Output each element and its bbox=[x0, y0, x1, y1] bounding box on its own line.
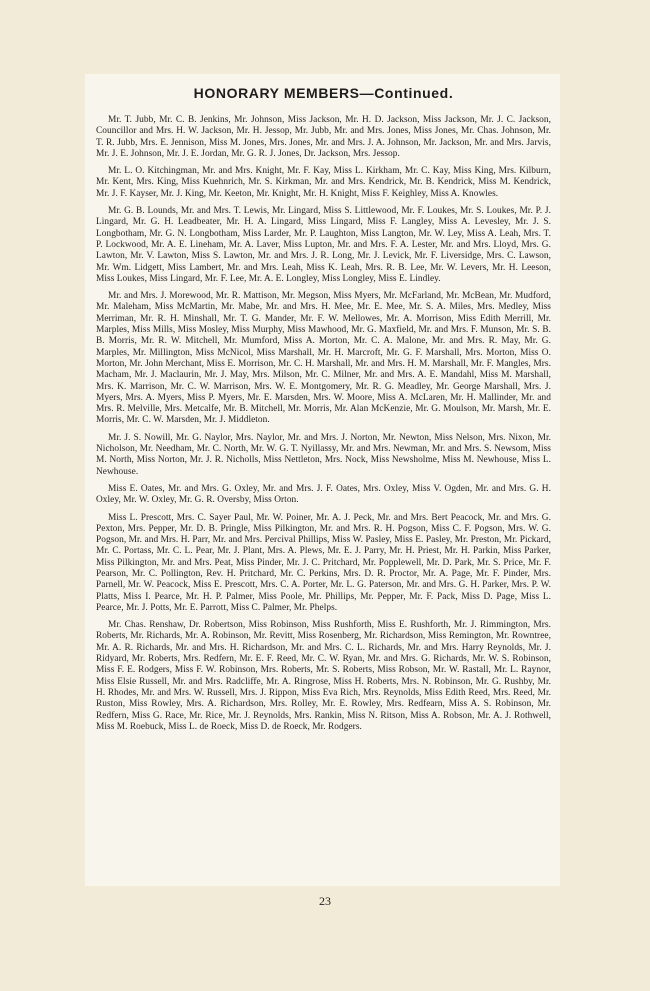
paragraph-k: Mr. L. O. Kitchingman, Mr. and Mrs. Knight, Mr. F. Kay, Miss L. Kirkham, Mr. C. Kay, Miss King, Mrs. Kilburn, Mr. Kent, Mrs. King, Miss Kuehnrich, Mr. S. Kirkman, Mr. and Mrs. Kendrick, Mr. B. Kendrick, Miss M. Kendrick, Mr. J. F. Kayser, Mr. J. King, Mr. Keeton, Mr. Knight, Mr. H. Knight, Miss F. Keighley, Miss A. Knowles. bbox=[96, 166, 551, 199]
paragraph-r: Mr. Chas. Renshaw, Dr. Robertson, Miss Robinson, Miss Rushforth, Miss E. Rushforth, Mr. J. Rimmington, Mrs. Roberts, Mr. Richards, Mr. A. Robinson, Mr. Revitt, Miss Rosenberg, Mr. Richardson, Miss Remington, Mr. Rowntree, Mr. A. R. Richards, Mr. and Mrs. H. Richardson, Mr. and Mrs. C. L. Richards, Mr. and Mrs. Harry Reynolds, Mr. J. Ridyard, Mr. Roberts, Mrs. Redfern, Mr. E. F. Reed, Mr. C. W. Ryan, Mr. and Mrs. G. Richards, Mr. W. S. Robinson, Miss F. E. Rodgers, Miss F. W. Robinson, Mrs. Roberts, Mr. S. Roberts, Miss Robson, Mr. W. Rastall, Mr. L. Raynor, Miss Elsie Russell, Mr. and Mrs. Radcliffe, Mr. A. Ringrose, Miss H. Roberts, Mrs. N. Robinson, Mr. G. Rushby, Mr. H. Rhodes, Mr. and Mrs. W. Russell, Mrs. J. Rippon, Miss Eva Rich, Mrs. Reynolds, Miss Edith Reed, Mrs. Reed, Mr. Ruston, Miss Rowley, Mrs. A. Richardson, Mrs. Rolley, Mr. E. Rowley, Mrs. Redfearn, Miss A. S. Robinson, Mr. Redfern, Miss G. Race, Mr. Rice, Mr. J. Reynolds, Mrs. Rankin, Miss N. Ritson, Miss A. Robson, Mr. A. J. Rothwell, Miss M. Roebuck, Miss L. de Roeck, Miss D. de Roeck, Mr. Rodgers. bbox=[96, 620, 551, 732]
paragraph-p: Miss L. Prescott, Mrs. C. Sayer Paul, Mr. W. Poiner, Mr. A. J. Peck, Mr. and Mrs. Bert Peacock, Mr. and Mrs. G. Pexton, Mrs. Pepper, Mr. D. B. Pringle, Miss Pilkington, Mr. and Mrs. R. H. Pogson, Miss C. F. Pogson, Mrs. W. G. Pogson, Mr. and Mrs. H. Parr, Mr. and Mrs. Percival Phillips, Miss W. Pasley, Miss E. Pasley, Mr. Preston, Mr. Pickard, Mr. C. Portass, Mr. C. L. Pear, Mr. J. Plant, Mrs. A. Plews, Mr. E. J. Parry, Mr. H. Priest, Mr. H. Parkin, Miss Parker, Miss Pilkington, Mr. and Mrs. Peat, Miss Pinder, Mr. J. C. Pritchard, Mr. Popplewell, Mr. D. Park, Mr. S. Price, Mr. F. Pearson, Mr. C. Pollington, Rev. H. Pritchard, Mr. C. Perkins, Mrs. D. R. Proctor, Mr. A. Page, Mr. F. Pinder, Mrs. Parnell, Mr. W. Peacock, Miss E. Prescott, Mrs. C. A. Porter, Mr. L. G. Paterson, Mr. and Mrs. G. H. Parker, Mrs. P. W. Platts, Miss I. Pearce, Mr. H. P. Palmer, Miss Poole, Mr. Phillips, Mr. Pepper, Mr. F. Pack, Miss D. Page, Miss L. Pearce, Mr. J. Potts, Mr. E. Parrott, Miss C. Palmer, Mr. Phelps. bbox=[96, 512, 551, 613]
text-block bbox=[85, 74, 560, 886]
paragraph-o: Miss E. Oates, Mr. and Mrs. G. Oxley, Mr. and Mrs. J. F. Oates, Mrs. Oxley, Miss V. Ogden, Mr. and Mrs. G. H. Oxley, Mr. W. Oxley, Mr. G. R. Oversby, Miss Orton. bbox=[96, 483, 551, 506]
paragraph-l: Mr. G. B. Lounds, Mr. and Mrs. T. Lewis, Mr. Lingard, Miss S. Littlewood, Mr. F. Loukes, Mr. S. Loukes, Mr. P. J. Lingard, Mr. G. H. Leadbeater, Mr. H. A. Lingard, Miss Lingard, Miss F. Langley, Miss A. Levesley, Mr. J. S. Longbotham, Mr. G. N. Longbotham, Miss Larder, Mr. P. Laughton, Miss Langton, Mr. W. Ley, Miss A. Leah, Mrs. T. P. Lockwood, Mr. A. E. Lineham, Mr. A. Laver, Miss Lupton, Mr. and Mrs. F. A. Lester, Mr. and Mrs. Lloyd, Mrs. G. Lawton, Mr. V. Lawton, Miss S. Lawton, Mr. and Mrs. J. R. Long, Mr. J. Levick, Mr. F. Liversidge, Mrs. C. Lawson, Mr. Wm. Lidgett, Miss Lambert, Mr. and Mrs. Leah, Miss K. Leah, Mrs. R. B. Lee, Mr. W. Levers, Mr. H. Leeson, Miss Loukes, Miss Lingard, Mr. F. Lee, Mr. A. E. Longley, Miss Longley, Miss E. Lindley. bbox=[96, 206, 551, 284]
page-number: 23 bbox=[319, 894, 331, 908]
paragraph-j: Mr. T. Jubb, Mr. C. B. Jenkins, Mr. Johnson, Miss Jackson, Mr. H. D. Jackson, Miss Jackson, Mr. J. C. Jackson, Councillor and Mrs. H. W. Jackson, Mr. H. Jessop, Mr. Jubb, Mr. and Mrs. Jones, Miss Jones, Mr. Chas. Johnson, Mr. T. R. Jubb, Mrs. E. Jennison, Miss M. Jones, Mrs. Jones, Mr. and Mrs. J. A. Johnson, Mr. Jackson, Mr. and Mrs. Jarvis, Mr. J. E. Johnson, Mr. J. E. Jordan, Mr. G. R. J. Jones, Dr. Jackson, Mrs. Jessop. bbox=[96, 115, 551, 159]
paragraph-n: Mr. J. S. Nowill, Mr. G. Naylor, Mrs. Naylor, Mr. and Mrs. J. Norton, Mr. Newton, Miss Nelson, Mrs. Nixon, Mr. Nicholson, Mr. Needham, Mr. C. North, Mr. W. G. T. Nyillassy, Mr. and Mrs. Newman, Mr. and Mrs. S. Newsom, Miss M. North, Miss Norton, Mr. J. R. Nicholls, Miss Nettleton, Mrs. Nock, Miss Newsholme, Miss M. Newhouse, Miss L. Newhouse. bbox=[96, 432, 551, 477]
paragraph-m: Mr. and Mrs. J. Morewood, Mr. R. Mattison, Mr. Megson, Miss Myers, Mr. McFarland, Mr. McBean, Mr. Mudford, Mr. Maleham, Miss McMartin, Mr. Mabe, Mr. and Mrs. H. Mee, Mr. E. Mee, Mr. S. A. Miles, Mrs. Medley, Miss Merriman, Mr. R. H. Minshall, Mr. T. G. Mander, Mr. F. W. Mellowes, Mr. A. Morrison, Miss Edith Merrill, Mr. Marples, Miss Mills, Miss Mosley, Miss Murphy, Miss Mawhood, Mr. G. Maxfield, Mr. and Mrs. F. Munson, Mr. S. B. B. Morris, Mr. R. W. Mitchell, Mr. Mumford, Miss A. Morton, Mr. C. A. Malone, Mr. and Mrs. R. May, Mr. G. Marples, Mr. Millington, Miss McNicol, Miss Marshall, Mr. H. Marcroft, Mr. G. F. Marshall, Mrs. Morton, Miss O. Morton, Mr. John Merchant, Miss E. Morrison, Mr. C. H. Marshall, Mr. and Mrs. H. M. Marshall, Mr. F. Mangles, Mrs. Macham, Mr. J. Maclaurin, Mr. J. May, Mrs. Milson, Mr. C. Milner, Mr. and Mrs. A. E. Mandahl, Miss M. Marshall, Mrs. K. Marrison, Mr. C. W. Marrison, Mrs. W. E. Montgomery, Mr. R. G. Meadley, Mr. George Marshall, Mrs. J. Myers, Mrs. A. Myers, Miss P. Myers, Mr. E. Marsden, Mrs. W. Moore, Miss A. McLaren, Mr. H. Mallinder, Mr. and Mrs. R. Melville, Mrs. Metcalfe, Mr. B. Mitchell, Mr. Morris, Mr. Alan McKenzie, Mr. G. Moulson, Mr. Marsh, Mr. E. Morris, Mr. C. W. Marsden, Mr. J. Middleton. bbox=[96, 291, 551, 426]
page-heading: HONORARY MEMBERS—Continued. bbox=[193, 85, 454, 101]
